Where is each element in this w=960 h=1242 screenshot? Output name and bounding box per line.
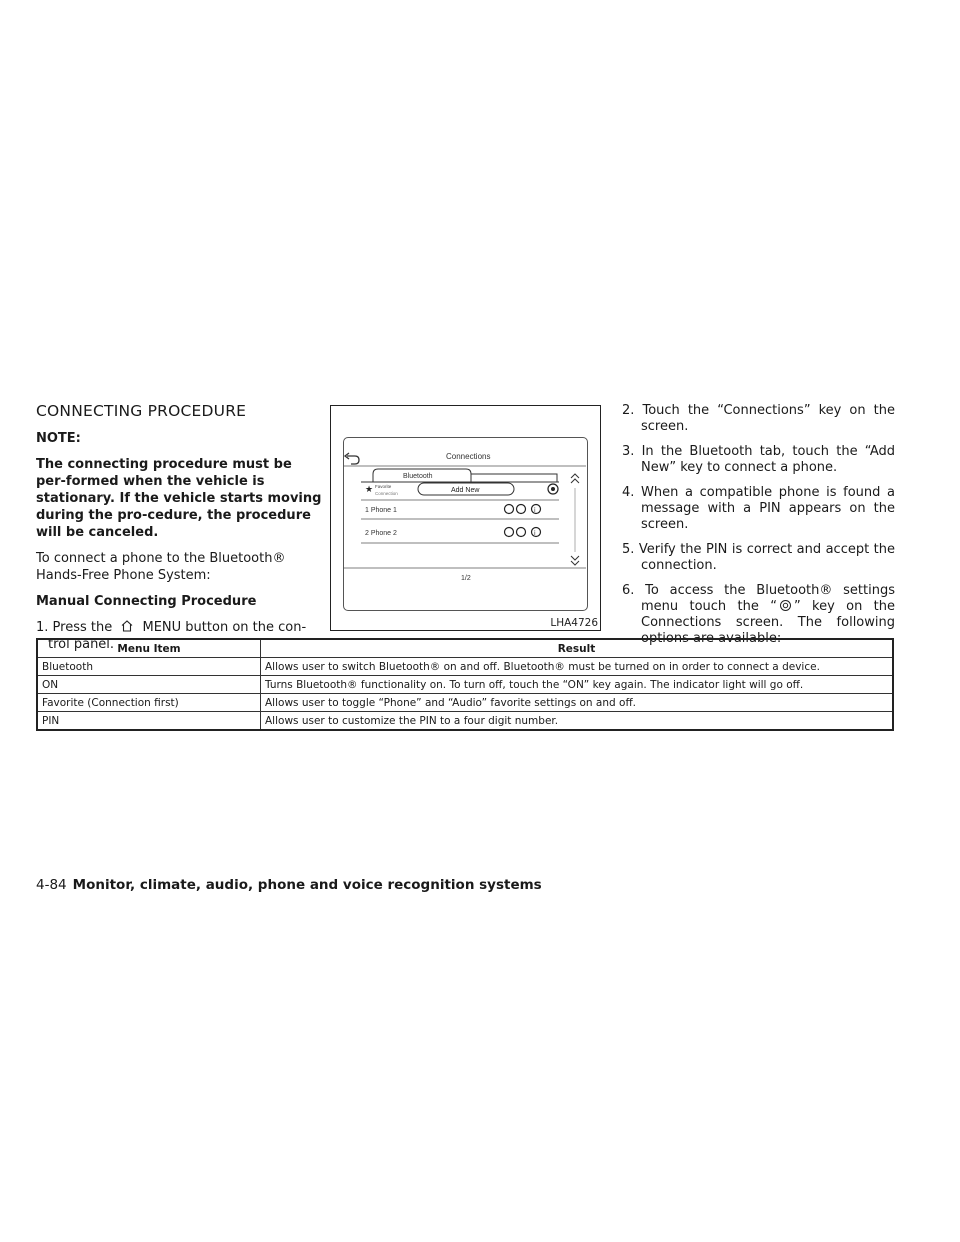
- page-number: 4-84: [36, 877, 67, 893]
- scroll-up-icon: [571, 474, 579, 483]
- device-row-1-icons: [505, 505, 541, 515]
- screen-title: Connections: [446, 452, 491, 461]
- section-title: CONNECTING PROCEDURE: [36, 402, 247, 420]
- header-menu-item: Menu Item: [37, 639, 261, 658]
- table-row: [37, 658, 893, 676]
- table-header-row: [37, 639, 893, 658]
- step-1-before: 1. Press the: [36, 620, 113, 635]
- settings-gear-icon: [779, 599, 792, 612]
- step-2: 2. Touch the “Connections” key on the screen.: [622, 403, 895, 434]
- menu-item-cell: PIN: [37, 712, 261, 731]
- screen-illustration: [331, 406, 602, 632]
- home-menu-icon: [120, 619, 134, 633]
- device-row-1: 1 Phone 1: [365, 507, 397, 514]
- add-new-label: Add New: [451, 487, 480, 494]
- page-indicator: 1/2: [461, 575, 471, 582]
- footer-section-title: Monitor, climate, audio, phone and voice recognition systems: [72, 877, 542, 893]
- menu-item-cell: Favorite (Connection first): [37, 694, 261, 712]
- left-column: [36, 403, 323, 653]
- right-column: [622, 403, 895, 656]
- result-cell: Turns Bluetooth® functionality on. To turn off, touch the “ON” key again. The indicator light will go off.: [261, 676, 894, 694]
- back-arrow-icon: [345, 453, 359, 464]
- tab-bluetooth: Bluetooth: [403, 473, 433, 480]
- result-cell: Allows user to toggle “Phone” and “Audio” favorite settings on and off.: [261, 694, 894, 712]
- device-row-2-icons: [505, 528, 541, 538]
- table-row: [37, 676, 893, 694]
- step-1-after: MENU button on the con-trol panel.: [48, 620, 307, 652]
- favorite-star-icon: ★: [365, 485, 374, 495]
- note-text: The connecting procedure must be per-formed when the vehicle is stationary. If the vehicle starts moving during the pro-cedure, the procedure will be canceled.: [36, 457, 322, 540]
- menu-item-cell: Bluetooth: [37, 658, 261, 676]
- figure-id: LHA4726: [550, 617, 598, 629]
- connection-label: Connection: [375, 491, 398, 496]
- table-row: [37, 694, 893, 712]
- result-cell: Allows user to customize the PIN to a four digit number.: [261, 712, 894, 731]
- header-result: Result: [261, 639, 894, 658]
- svg-text:i: i: [534, 507, 536, 514]
- result-cell: Allows user to switch Bluetooth® on and off. Bluetooth® must be turned on in order to connect a device.: [261, 658, 894, 676]
- menu-item-cell: ON: [37, 676, 261, 694]
- intro-paragraph: To connect a phone to the Bluetooth® Hands-Free Phone System:: [36, 551, 286, 583]
- note-label: NOTE:: [36, 431, 81, 446]
- connections-screen-figure: [330, 405, 601, 631]
- subheading: Manual Connecting Procedure: [36, 594, 257, 609]
- step-6-after: ” key on the Connections screen. The following options are available:: [641, 599, 895, 646]
- step-6-before: 6. To access the Bluetooth® settings menu touch the “: [622, 583, 895, 614]
- step-4: 4. When a compatible phone is found a message with a PIN appears on the screen.: [622, 485, 895, 532]
- settings-table: [36, 638, 894, 731]
- device-row-2: 2 Phone 2: [365, 530, 397, 537]
- step-3: 3. In the Bluetooth tab, touch the “Add New” key to connect a phone.: [622, 444, 895, 475]
- scroll-down-icon: [571, 556, 579, 565]
- page-footer: [36, 877, 542, 893]
- svg-text:i: i: [534, 530, 536, 537]
- favorite-label: Favorite: [375, 484, 392, 489]
- step-5: 5. Verify the PIN is correct and accept the connection.: [622, 542, 895, 573]
- table-row: [37, 712, 893, 731]
